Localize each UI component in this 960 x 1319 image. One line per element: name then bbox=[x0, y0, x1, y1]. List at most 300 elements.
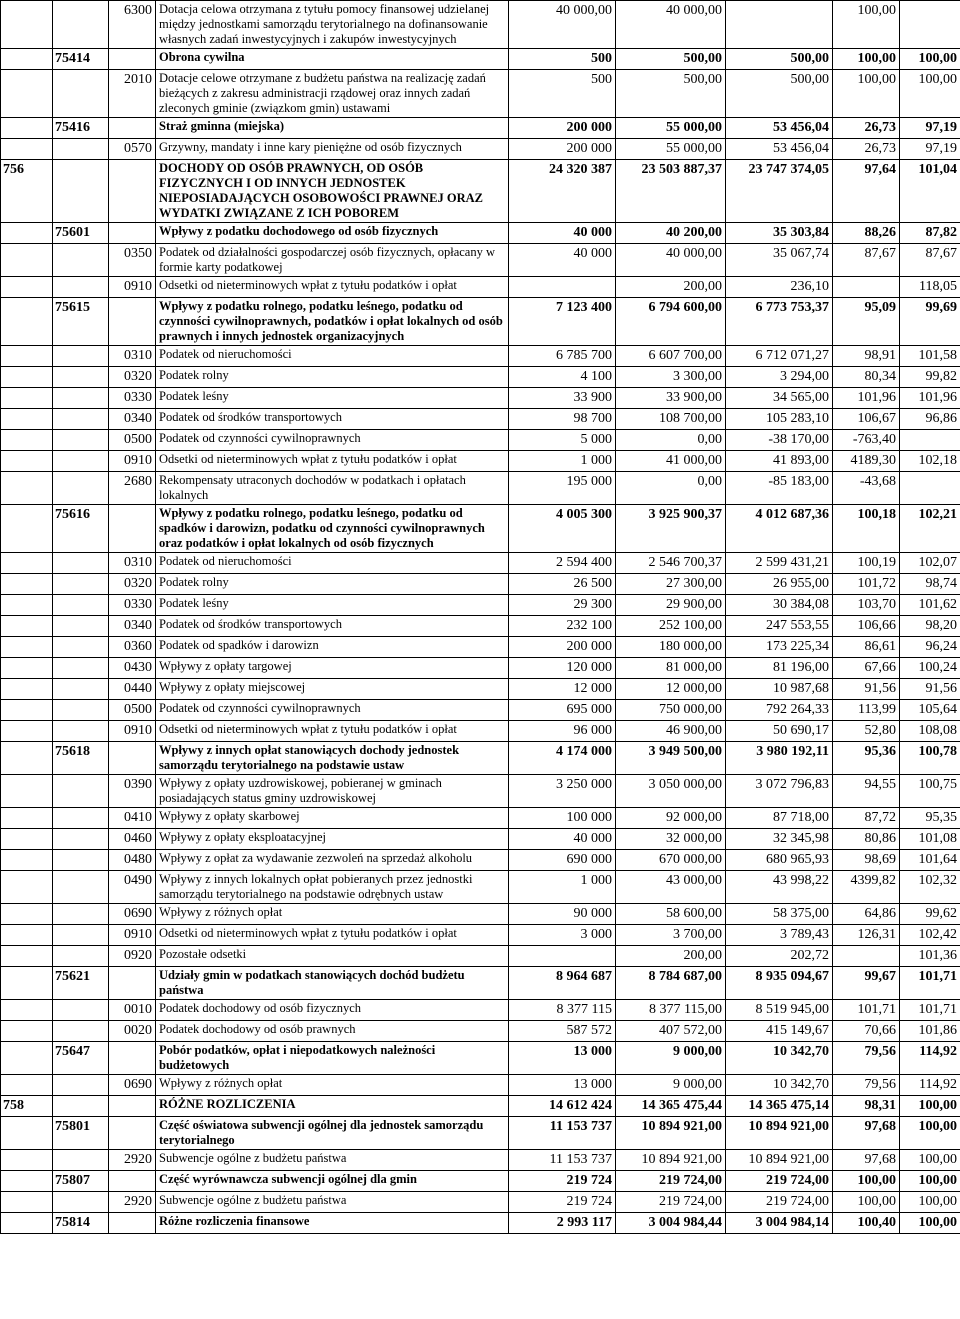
execution-cell bbox=[726, 1, 833, 49]
plan-after-changes-cell: 29 900,00 bbox=[616, 595, 726, 616]
dzial-cell bbox=[1, 49, 53, 70]
plan-after-changes-cell: 81 000,00 bbox=[616, 658, 726, 679]
rozdzial-cell bbox=[53, 1000, 109, 1021]
dzial-cell bbox=[1, 118, 53, 139]
table-row bbox=[1, 1150, 960, 1171]
table-row bbox=[1, 595, 960, 616]
plan-cell: 7 123 400 bbox=[509, 298, 616, 346]
plan-after-changes-cell: 219 724,00 bbox=[616, 1171, 726, 1192]
dzial-cell bbox=[1, 70, 53, 118]
rozdzial-cell bbox=[53, 553, 109, 574]
rozdzial-cell bbox=[53, 658, 109, 679]
percent-plan-cell: 64,86 bbox=[833, 904, 900, 925]
table-row bbox=[1, 505, 960, 553]
table-row bbox=[1, 967, 960, 1000]
execution-cell: 10 342,70 bbox=[726, 1075, 833, 1096]
table-row bbox=[1, 616, 960, 637]
table-row bbox=[1, 1075, 960, 1096]
plan-cell bbox=[509, 277, 616, 298]
percent-plan-cell: 95,36 bbox=[833, 742, 900, 775]
rozdzial-cell bbox=[53, 1021, 109, 1042]
percent-plan-cell: 52,80 bbox=[833, 721, 900, 742]
execution-cell: 3 072 796,83 bbox=[726, 775, 833, 808]
plan-after-changes-cell: 6 794 600,00 bbox=[616, 298, 726, 346]
description-cell: Wpływy z innych lokalnych opłat pobieranych przez jednostki samorządu terytorialnego na podstawie odrębnych ustaw bbox=[156, 871, 509, 904]
rozdzial-cell bbox=[53, 367, 109, 388]
paragraf-cell: 0500 bbox=[109, 700, 156, 721]
plan-after-changes-cell: 0,00 bbox=[616, 430, 726, 451]
percent-plan-cell: 106,67 bbox=[833, 409, 900, 430]
percent-plan-after-changes-cell: 100,00 bbox=[900, 1096, 960, 1117]
execution-cell: 81 196,00 bbox=[726, 658, 833, 679]
percent-plan-after-changes-cell: 98,74 bbox=[900, 574, 960, 595]
table-row bbox=[1, 1000, 960, 1021]
plan-cell: 690 000 bbox=[509, 850, 616, 871]
plan-after-changes-cell: 500,00 bbox=[616, 49, 726, 70]
plan-cell: 4 005 300 bbox=[509, 505, 616, 553]
percent-plan-after-changes-cell: 100,00 bbox=[900, 1171, 960, 1192]
plan-after-changes-cell: 92 000,00 bbox=[616, 808, 726, 829]
plan-after-changes-cell: 10 894 921,00 bbox=[616, 1150, 726, 1171]
execution-cell: 10 894 921,00 bbox=[726, 1150, 833, 1171]
rozdzial-cell: 75416 bbox=[53, 118, 109, 139]
description-cell: Subwencje ogólne z budżetu państwa bbox=[156, 1150, 509, 1171]
percent-plan-after-changes-cell bbox=[900, 1, 960, 49]
paragraf-cell: 0330 bbox=[109, 388, 156, 409]
plan-cell: 40 000 bbox=[509, 244, 616, 277]
percent-plan-cell: 87,67 bbox=[833, 244, 900, 277]
description-cell: DOCHODY OD OSÓB PRAWNYCH, OD OSÓB FIZYCZNYCH I OD INNYCH JEDNOSTEK NIEPOSIADAJĄCYCH OSOBOWOŚCI PRAWNEJ ORAZ WYDATKI ZWIĄZANE Z ICH POBOREM bbox=[156, 160, 509, 223]
rozdzial-cell bbox=[53, 346, 109, 367]
rozdzial-cell bbox=[53, 244, 109, 277]
dzial-cell: 758 bbox=[1, 1096, 53, 1117]
plan-cell: 8 964 687 bbox=[509, 967, 616, 1000]
plan-cell: 4 174 000 bbox=[509, 742, 616, 775]
description-cell: Wpływy z opłaty targowej bbox=[156, 658, 509, 679]
percent-plan-after-changes-cell: 87,67 bbox=[900, 244, 960, 277]
percent-plan-after-changes-cell: 97,19 bbox=[900, 118, 960, 139]
plan-after-changes-cell: 407 572,00 bbox=[616, 1021, 726, 1042]
rozdzial-cell bbox=[53, 1, 109, 49]
percent-plan-after-changes-cell: 101,08 bbox=[900, 829, 960, 850]
rozdzial-cell bbox=[53, 637, 109, 658]
dzial-cell bbox=[1, 1, 53, 49]
execution-cell: 8 519 945,00 bbox=[726, 1000, 833, 1021]
table-row bbox=[1, 1096, 960, 1117]
description-cell: Wpływy z różnych opłat bbox=[156, 1075, 509, 1096]
paragraf-cell bbox=[109, 118, 156, 139]
dzial-cell bbox=[1, 637, 53, 658]
percent-plan-cell: 100,00 bbox=[833, 1192, 900, 1213]
plan-cell: 1 000 bbox=[509, 871, 616, 904]
percent-plan-cell: 80,86 bbox=[833, 829, 900, 850]
execution-cell: -38 170,00 bbox=[726, 430, 833, 451]
rozdzial-cell bbox=[53, 1150, 109, 1171]
plan-after-changes-cell: 3 050 000,00 bbox=[616, 775, 726, 808]
plan-after-changes-cell: 10 894 921,00 bbox=[616, 1117, 726, 1150]
paragraf-cell: 0570 bbox=[109, 139, 156, 160]
budget-table-body bbox=[1, 1, 960, 1234]
paragraf-cell: 0360 bbox=[109, 637, 156, 658]
table-row bbox=[1, 808, 960, 829]
percent-plan-after-changes-cell: 102,21 bbox=[900, 505, 960, 553]
percent-plan-after-changes-cell: 114,92 bbox=[900, 1075, 960, 1096]
paragraf-cell bbox=[109, 298, 156, 346]
rozdzial-cell: 75414 bbox=[53, 49, 109, 70]
dzial-cell bbox=[1, 574, 53, 595]
execution-cell: 500,00 bbox=[726, 49, 833, 70]
description-cell: Odsetki od nieterminowych wpłat z tytułu podatków i opłat bbox=[156, 451, 509, 472]
paragraf-cell bbox=[109, 1096, 156, 1117]
table-row bbox=[1, 118, 960, 139]
plan-after-changes-cell: 3 300,00 bbox=[616, 367, 726, 388]
table-row bbox=[1, 223, 960, 244]
rozdzial-cell bbox=[53, 70, 109, 118]
execution-cell: 53 456,04 bbox=[726, 118, 833, 139]
percent-plan-after-changes-cell: 100,24 bbox=[900, 658, 960, 679]
execution-cell: 247 553,55 bbox=[726, 616, 833, 637]
percent-plan-cell: 98,31 bbox=[833, 1096, 900, 1117]
execution-cell: 680 965,93 bbox=[726, 850, 833, 871]
plan-cell bbox=[509, 946, 616, 967]
percent-plan-cell: 87,72 bbox=[833, 808, 900, 829]
percent-plan-cell: 100,40 bbox=[833, 1213, 900, 1234]
percent-plan-after-changes-cell: 101,64 bbox=[900, 850, 960, 871]
plan-cell: 29 300 bbox=[509, 595, 616, 616]
rozdzial-cell bbox=[53, 388, 109, 409]
description-cell: Odsetki od nieterminowych wpłat z tytułu podatków i opłat bbox=[156, 925, 509, 946]
plan-after-changes-cell: 200,00 bbox=[616, 946, 726, 967]
plan-after-changes-cell: 500,00 bbox=[616, 70, 726, 118]
percent-plan-after-changes-cell: 101,36 bbox=[900, 946, 960, 967]
percent-plan-after-changes-cell: 101,04 bbox=[900, 160, 960, 223]
paragraf-cell bbox=[109, 505, 156, 553]
plan-cell: 3 250 000 bbox=[509, 775, 616, 808]
description-cell: Dotacje celowe otrzymane z budżetu państwa na realizację zadań bieżących z zakresu administracji rządowej oraz innych zadań zleconych gminie (związkom gmin) ustawami bbox=[156, 70, 509, 118]
plan-cell: 8 377 115 bbox=[509, 1000, 616, 1021]
execution-cell: 32 345,98 bbox=[726, 829, 833, 850]
rozdzial-cell bbox=[53, 925, 109, 946]
plan-after-changes-cell: 55 000,00 bbox=[616, 139, 726, 160]
dzial-cell bbox=[1, 505, 53, 553]
rozdzial-cell bbox=[53, 409, 109, 430]
dzial-cell bbox=[1, 430, 53, 451]
description-cell: Dotacja celowa otrzymana z tytułu pomocy finansowej udzielanej między jednostkami samorządu terytorialnego na dofinansowanie własnych zadań inwestycyjnych i zakupów inwestycyjnych bbox=[156, 1, 509, 49]
execution-cell: 35 303,84 bbox=[726, 223, 833, 244]
paragraf-cell: 0460 bbox=[109, 829, 156, 850]
dzial-cell bbox=[1, 679, 53, 700]
paragraf-cell bbox=[109, 223, 156, 244]
rozdzial-cell: 75601 bbox=[53, 223, 109, 244]
table-row bbox=[1, 244, 960, 277]
description-cell: Wpływy z podatku rolnego, podatku leśnego, podatku od spadków i darowizn, podatku od czynności cywilnoprawnych oraz podatków i opłat lokalnych od osób fizycznych bbox=[156, 505, 509, 553]
paragraf-cell: 0310 bbox=[109, 346, 156, 367]
percent-plan-cell: 100,00 bbox=[833, 70, 900, 118]
percent-plan-after-changes-cell: 102,18 bbox=[900, 451, 960, 472]
table-row bbox=[1, 277, 960, 298]
rozdzial-cell: 75801 bbox=[53, 1117, 109, 1150]
execution-cell: 53 456,04 bbox=[726, 139, 833, 160]
percent-plan-cell: 98,69 bbox=[833, 850, 900, 871]
plan-cell: 2 993 117 bbox=[509, 1213, 616, 1234]
table-row bbox=[1, 850, 960, 871]
plan-after-changes-cell: 3 949 500,00 bbox=[616, 742, 726, 775]
plan-cell: 200 000 bbox=[509, 139, 616, 160]
execution-cell: 6 712 071,27 bbox=[726, 346, 833, 367]
rozdzial-cell bbox=[53, 451, 109, 472]
plan-cell: 26 500 bbox=[509, 574, 616, 595]
percent-plan-after-changes-cell: 100,78 bbox=[900, 742, 960, 775]
paragraf-cell: 0330 bbox=[109, 595, 156, 616]
percent-plan-cell: 126,31 bbox=[833, 925, 900, 946]
execution-cell: 10 342,70 bbox=[726, 1042, 833, 1075]
percent-plan-after-changes-cell: 101,58 bbox=[900, 346, 960, 367]
plan-after-changes-cell: 33 900,00 bbox=[616, 388, 726, 409]
plan-cell: 40 000,00 bbox=[509, 1, 616, 49]
table-row bbox=[1, 721, 960, 742]
plan-after-changes-cell: 46 900,00 bbox=[616, 721, 726, 742]
plan-after-changes-cell: 23 503 887,37 bbox=[616, 160, 726, 223]
table-row bbox=[1, 1213, 960, 1234]
execution-cell: 105 283,10 bbox=[726, 409, 833, 430]
percent-plan-after-changes-cell bbox=[900, 472, 960, 505]
description-cell: Podatek od czynności cywilnoprawnych bbox=[156, 430, 509, 451]
dzial-cell bbox=[1, 1042, 53, 1075]
plan-cell: 4 100 bbox=[509, 367, 616, 388]
dzial-cell bbox=[1, 1192, 53, 1213]
table-row bbox=[1, 574, 960, 595]
description-cell: Subwencje ogólne z budżetu państwa bbox=[156, 1192, 509, 1213]
percent-plan-cell: 100,00 bbox=[833, 1171, 900, 1192]
plan-after-changes-cell: 108 700,00 bbox=[616, 409, 726, 430]
table-row bbox=[1, 139, 960, 160]
execution-cell: 202,72 bbox=[726, 946, 833, 967]
plan-cell: 6 785 700 bbox=[509, 346, 616, 367]
execution-cell: 26 955,00 bbox=[726, 574, 833, 595]
rozdzial-cell bbox=[53, 850, 109, 871]
table-row bbox=[1, 1117, 960, 1150]
percent-plan-cell: 101,72 bbox=[833, 574, 900, 595]
plan-after-changes-cell: 14 365 475,44 bbox=[616, 1096, 726, 1117]
percent-plan-cell: 95,09 bbox=[833, 298, 900, 346]
percent-plan-cell bbox=[833, 277, 900, 298]
plan-after-changes-cell: 219 724,00 bbox=[616, 1192, 726, 1213]
execution-cell: 3 980 192,11 bbox=[726, 742, 833, 775]
table-row bbox=[1, 775, 960, 808]
description-cell: Część oświatowa subwencji ogólnej dla jednostek samorządu terytorialnego bbox=[156, 1117, 509, 1150]
description-cell: Wpływy z podatku dochodowego od osób fizycznych bbox=[156, 223, 509, 244]
table-row bbox=[1, 700, 960, 721]
plan-cell: 100 000 bbox=[509, 808, 616, 829]
paragraf-cell: 0500 bbox=[109, 430, 156, 451]
plan-after-changes-cell: 670 000,00 bbox=[616, 850, 726, 871]
paragraf-cell: 0440 bbox=[109, 679, 156, 700]
percent-plan-cell bbox=[833, 946, 900, 967]
rozdzial-cell: 75621 bbox=[53, 967, 109, 1000]
description-cell: Podatek od nieruchomości bbox=[156, 553, 509, 574]
table-row bbox=[1, 298, 960, 346]
execution-cell: 3 004 984,14 bbox=[726, 1213, 833, 1234]
table-row bbox=[1, 49, 960, 70]
execution-cell: 173 225,34 bbox=[726, 637, 833, 658]
dzial-cell bbox=[1, 223, 53, 244]
rozdzial-cell bbox=[53, 829, 109, 850]
rozdzial-cell: 75618 bbox=[53, 742, 109, 775]
paragraf-cell: 2680 bbox=[109, 472, 156, 505]
dzial-cell bbox=[1, 742, 53, 775]
execution-cell: 58 375,00 bbox=[726, 904, 833, 925]
percent-plan-cell: 4399,82 bbox=[833, 871, 900, 904]
description-cell: Podatek od spadków i darowizn bbox=[156, 637, 509, 658]
description-cell: Różne rozliczenia finansowe bbox=[156, 1213, 509, 1234]
paragraf-cell: 0430 bbox=[109, 658, 156, 679]
dzial-cell bbox=[1, 1075, 53, 1096]
dzial-cell bbox=[1, 871, 53, 904]
percent-plan-after-changes-cell: 108,08 bbox=[900, 721, 960, 742]
percent-plan-after-changes-cell: 96,24 bbox=[900, 637, 960, 658]
table-row bbox=[1, 1042, 960, 1075]
plan-cell: 120 000 bbox=[509, 658, 616, 679]
rozdzial-cell bbox=[53, 1096, 109, 1117]
paragraf-cell bbox=[109, 742, 156, 775]
percent-plan-after-changes-cell: 114,92 bbox=[900, 1042, 960, 1075]
execution-cell: 50 690,17 bbox=[726, 721, 833, 742]
execution-cell: 6 773 753,37 bbox=[726, 298, 833, 346]
paragraf-cell: 0910 bbox=[109, 925, 156, 946]
percent-plan-after-changes-cell: 101,86 bbox=[900, 1021, 960, 1042]
plan-cell: 200 000 bbox=[509, 637, 616, 658]
percent-plan-after-changes-cell: 99,69 bbox=[900, 298, 960, 346]
table-row bbox=[1, 658, 960, 679]
percent-plan-after-changes-cell: 100,00 bbox=[900, 1213, 960, 1234]
execution-cell: 236,10 bbox=[726, 277, 833, 298]
percent-plan-after-changes-cell: 102,32 bbox=[900, 871, 960, 904]
execution-cell: 3 789,43 bbox=[726, 925, 833, 946]
plan-cell: 12 000 bbox=[509, 679, 616, 700]
plan-cell: 96 000 bbox=[509, 721, 616, 742]
plan-after-changes-cell: 32 000,00 bbox=[616, 829, 726, 850]
percent-plan-after-changes-cell: 101,96 bbox=[900, 388, 960, 409]
percent-plan-cell: 101,71 bbox=[833, 1000, 900, 1021]
description-cell: Podatek od działalności gospodarczej osób fizycznych, opłacany w formie karty podatkowej bbox=[156, 244, 509, 277]
percent-plan-cell: 67,66 bbox=[833, 658, 900, 679]
execution-cell: 10 894 921,00 bbox=[726, 1117, 833, 1150]
plan-cell: 5 000 bbox=[509, 430, 616, 451]
table-row bbox=[1, 871, 960, 904]
percent-plan-cell: 86,61 bbox=[833, 637, 900, 658]
table-row bbox=[1, 1021, 960, 1042]
dzial-cell bbox=[1, 139, 53, 160]
rozdzial-cell bbox=[53, 700, 109, 721]
plan-after-changes-cell: 9 000,00 bbox=[616, 1042, 726, 1075]
description-cell: Wpływy z różnych opłat bbox=[156, 904, 509, 925]
execution-cell: -85 183,00 bbox=[726, 472, 833, 505]
description-cell: Straż gminna (miejska) bbox=[156, 118, 509, 139]
dzial-cell bbox=[1, 946, 53, 967]
percent-plan-after-changes-cell: 102,42 bbox=[900, 925, 960, 946]
percent-plan-cell: 100,00 bbox=[833, 1, 900, 49]
paragraf-cell: 2920 bbox=[109, 1192, 156, 1213]
description-cell: Udziały gmin w podatkach stanowiących dochód budżetu państwa bbox=[156, 967, 509, 1000]
dzial-cell bbox=[1, 721, 53, 742]
plan-after-changes-cell: 55 000,00 bbox=[616, 118, 726, 139]
percent-plan-cell: 26,73 bbox=[833, 118, 900, 139]
plan-after-changes-cell: 40 200,00 bbox=[616, 223, 726, 244]
paragraf-cell bbox=[109, 160, 156, 223]
paragraf-cell bbox=[109, 967, 156, 1000]
dzial-cell bbox=[1, 1150, 53, 1171]
dzial-cell bbox=[1, 367, 53, 388]
table-row bbox=[1, 946, 960, 967]
table-row bbox=[1, 367, 960, 388]
table-row bbox=[1, 904, 960, 925]
description-cell: Część wyrównawcza subwencji ogólnej dla gmin bbox=[156, 1171, 509, 1192]
plan-cell: 587 572 bbox=[509, 1021, 616, 1042]
percent-plan-cell: 100,00 bbox=[833, 49, 900, 70]
plan-cell: 98 700 bbox=[509, 409, 616, 430]
percent-plan-cell: 4189,30 bbox=[833, 451, 900, 472]
percent-plan-cell: 79,56 bbox=[833, 1042, 900, 1075]
rozdzial-cell bbox=[53, 277, 109, 298]
paragraf-cell: 0010 bbox=[109, 1000, 156, 1021]
execution-cell: 219 724,00 bbox=[726, 1171, 833, 1192]
paragraf-cell: 0910 bbox=[109, 721, 156, 742]
plan-cell: 195 000 bbox=[509, 472, 616, 505]
description-cell: Podatek rolny bbox=[156, 574, 509, 595]
table-row bbox=[1, 451, 960, 472]
plan-after-changes-cell: 252 100,00 bbox=[616, 616, 726, 637]
execution-cell: 30 384,08 bbox=[726, 595, 833, 616]
plan-cell: 200 000 bbox=[509, 118, 616, 139]
plan-after-changes-cell: 3 925 900,37 bbox=[616, 505, 726, 553]
plan-after-changes-cell: 27 300,00 bbox=[616, 574, 726, 595]
description-cell: Wpływy z opłaty skarbowej bbox=[156, 808, 509, 829]
dzial-cell bbox=[1, 553, 53, 574]
table-row bbox=[1, 1171, 960, 1192]
description-cell: RÓŻNE ROZLICZENIA bbox=[156, 1096, 509, 1117]
percent-plan-after-changes-cell: 100,75 bbox=[900, 775, 960, 808]
plan-after-changes-cell: 12 000,00 bbox=[616, 679, 726, 700]
paragraf-cell: 0310 bbox=[109, 553, 156, 574]
dzial-cell bbox=[1, 298, 53, 346]
table-row bbox=[1, 388, 960, 409]
percent-plan-cell: 113,99 bbox=[833, 700, 900, 721]
description-cell: Podatek od środków transportowych bbox=[156, 616, 509, 637]
percent-plan-cell: 101,96 bbox=[833, 388, 900, 409]
plan-cell: 3 000 bbox=[509, 925, 616, 946]
rozdzial-cell bbox=[53, 904, 109, 925]
rozdzial-cell bbox=[53, 574, 109, 595]
description-cell: Podatek leśny bbox=[156, 595, 509, 616]
plan-cell: 24 320 387 bbox=[509, 160, 616, 223]
execution-cell: 500,00 bbox=[726, 70, 833, 118]
plan-cell: 232 100 bbox=[509, 616, 616, 637]
rozdzial-cell bbox=[53, 679, 109, 700]
paragraf-cell: 0910 bbox=[109, 451, 156, 472]
plan-cell: 1 000 bbox=[509, 451, 616, 472]
plan-cell: 2 594 400 bbox=[509, 553, 616, 574]
rozdzial-cell bbox=[53, 160, 109, 223]
rozdzial-cell bbox=[53, 430, 109, 451]
rozdzial-cell bbox=[53, 871, 109, 904]
percent-plan-after-changes-cell: 118,05 bbox=[900, 277, 960, 298]
percent-plan-cell: 88,26 bbox=[833, 223, 900, 244]
execution-cell: 14 365 475,14 bbox=[726, 1096, 833, 1117]
execution-cell: 87 718,00 bbox=[726, 808, 833, 829]
dzial-cell bbox=[1, 409, 53, 430]
percent-plan-cell: 100,19 bbox=[833, 553, 900, 574]
table-row bbox=[1, 679, 960, 700]
